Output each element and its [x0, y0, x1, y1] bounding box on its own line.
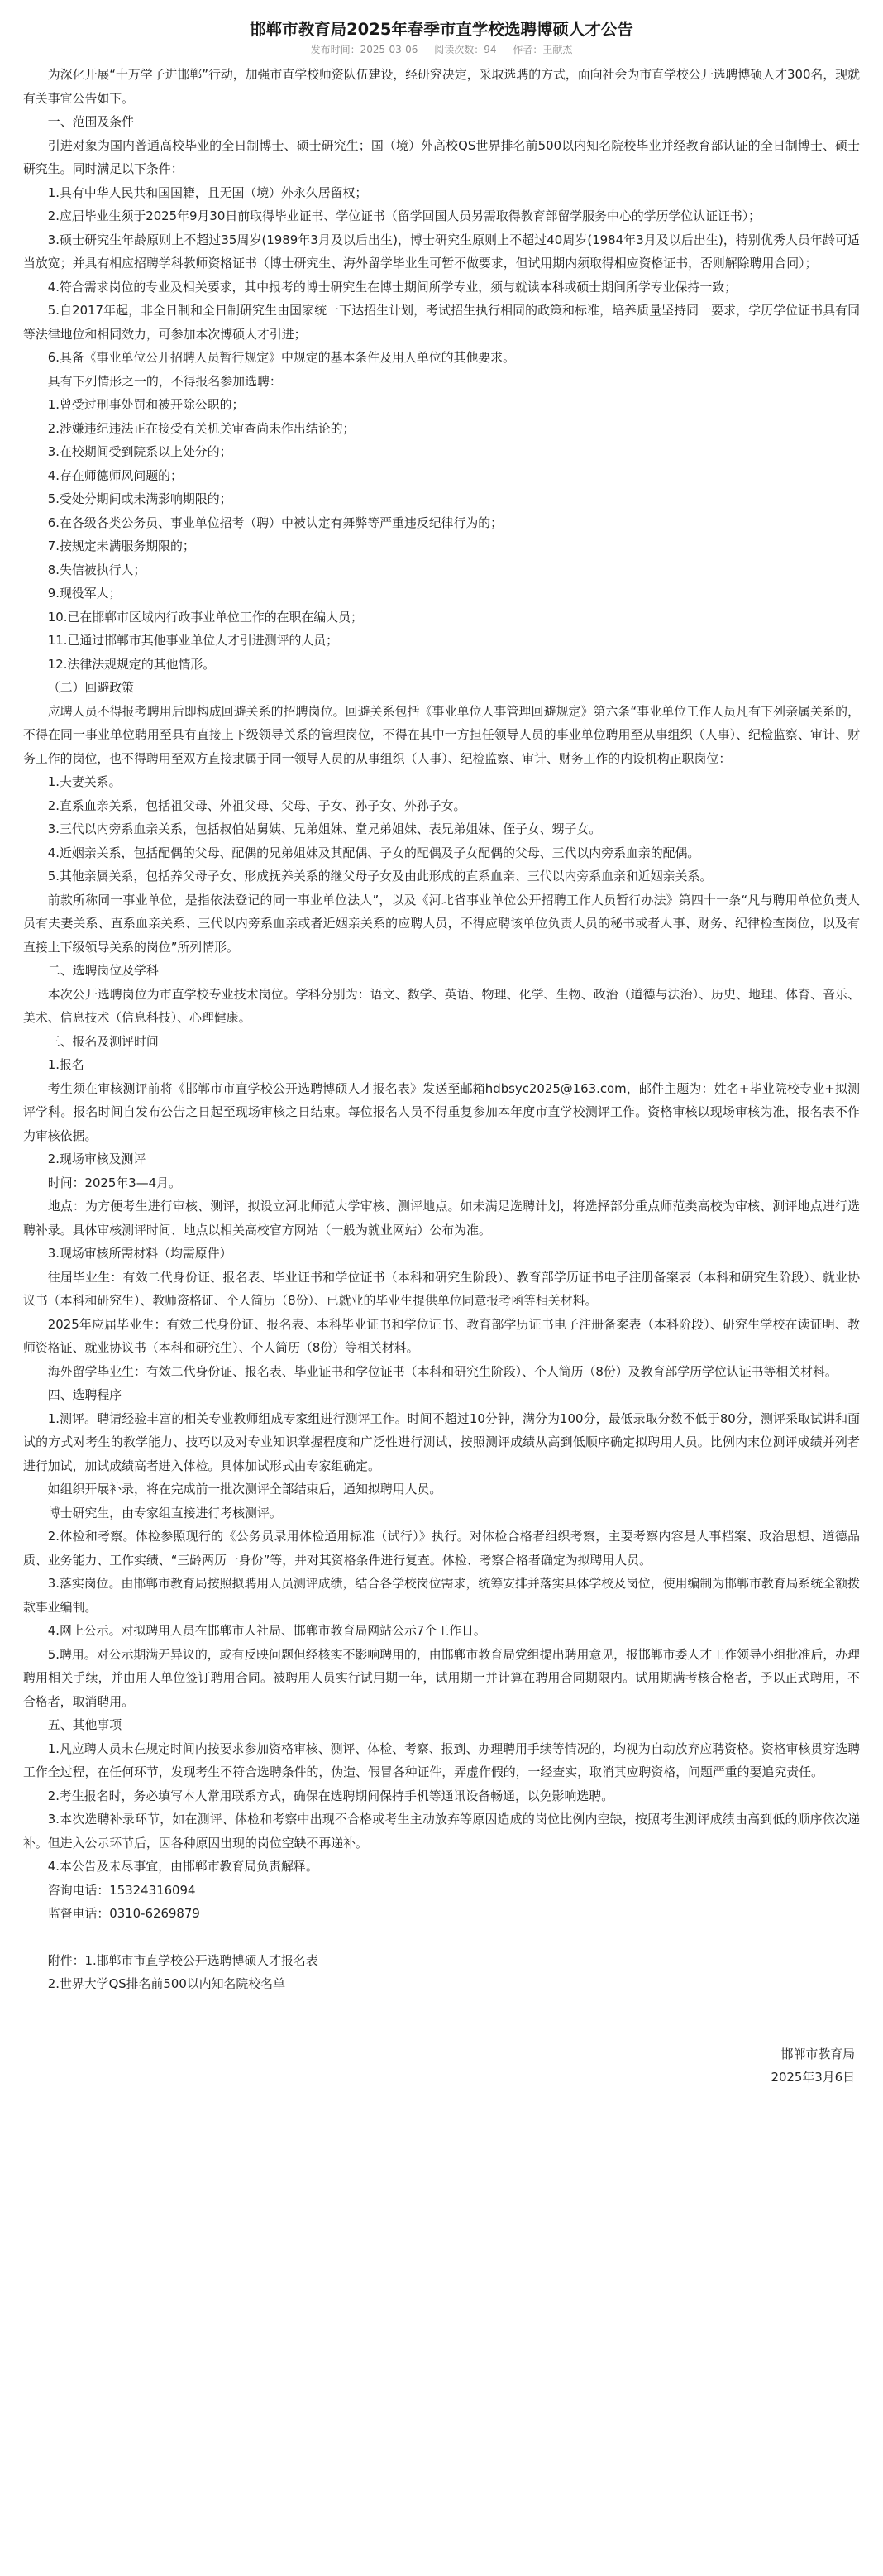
- paragraph: 时间：2025年3—4月。: [47, 1175, 181, 1190]
- paragraph: 三、报名及测评时间: [47, 1033, 159, 1049]
- paragraph: 一、范围及条件: [47, 114, 135, 129]
- paragraph: 2025年3月6日: [771, 2070, 855, 2085]
- paragraph: 引进对象为国内普通高校毕业的全日制博士、硕士研究生；国（境）外高校QS世界排名前500以内知名院校毕业并经教育部认证的全日制博士、硕士研究生。同时满足以下条件：: [23, 137, 860, 176]
- paragraph: 往届毕业生：有效二代身份证、报名表、毕业证书和学位证书（本科和研究生阶段）、教育部学历证书电子注册备案表（本科和研究生阶段）、就业协议书（本科和研究生）、教师资格证、个人简历（8份）、已就业的毕业生提供单位同意报考函等相关材料。: [23, 1269, 860, 1308]
- paragraph: 应聘人员不得报考聘用后即构成回避关系的招聘岗位。回避关系包括《事业单位人事管理回避规定》第六条“事业单位工作人员凡有下列亲属关系的，不得在同一事业单位聘用至具有直接上下级领导关系的管理岗位，不得在其中一方担任领导人员的事业单位聘用至从事组织（人事）、纪检监察、审计、财务工作的岗位，也不得聘用至双方直接隶属于同一领导人员的从事组织（人事）、纪检监察、审计、财务工作的内设机构正职岗位：: [23, 703, 860, 766]
- paragraph: 海外留学毕业生：有效二代身份证、报名表、毕业证书和学位证书（本科和研究生阶段）、个人简历（8份）及教育部学历学位认证书等相关材料。: [47, 1363, 838, 1379]
- paragraph: 12.法律法规规定的其他情形。: [47, 656, 216, 672]
- paragraph: 1.具有中华人民共和国国籍，且无国（境）外永久居留权；: [47, 184, 368, 200]
- paragraph: 考生须在审核测评前将《邯郸市市直学校公开选聘博硕人才报名表》发送至邮箱hdbsyc2025@163.com，邮件主题为：姓名+毕业院校专业+拟测评学科。报名时间自发布公告之日起至现场审核之日结束。每位报名人员不得重复参加本年度市直学校测评工作。资格审核以现场审核为准，报名表不作为审核依据。: [23, 1080, 860, 1143]
- publish-date: 2025-03-06: [360, 44, 418, 55]
- views-info: [434, 44, 496, 55]
- paragraph: 4.存在师德师风问题的；: [47, 467, 183, 483]
- paragraph: 5.其他亲属关系，包括养父母子女、形成抚养关系的继父母子女及由此形成的直系血亲、三代以内旁系血亲和近姻亲关系。: [47, 869, 713, 883]
- paragraph: 咨询电话：15324316094: [47, 1882, 196, 1898]
- paragraph: 7.按规定未满服务期限的；: [47, 539, 195, 553]
- paragraph: 3.现场审核所需材料（均需原件）: [47, 1246, 232, 1261]
- publish-info: [311, 44, 418, 55]
- paragraph: 1.报名: [47, 1057, 84, 1072]
- paragraph: 3.在校期间受到院系以上处分的；: [47, 444, 232, 459]
- paragraph: 2.体检和考察。体检参照现行的《公务员录用体检通用标准（试行）》执行。对体检合格者组织考察，主要考察内容是人事档案、政治思想、道德品质、业务能力、工作实绩、“三龄两历一身份”等，并对其资格条件进行复查。体检、考察合格者确定为拟聘用人员。: [23, 1529, 860, 1568]
- paragraph: 附件：1.邯郸市市直学校公开选聘博硕人才报名表: [47, 1952, 318, 1968]
- paragraph: 4.本公告及未尽事宜，由邯郸市教育局负责解释。: [47, 1859, 318, 1874]
- paragraph: 3.本次选聘补录环节，如在测评、体检和考察中出现不合格或考生主动放弃等原因造成的岗位比例内空缺，按照考生测评成绩由高到低的顺序依次递补。但进入公示环节后，因各种原因出现的岗位空缺不再递补。: [23, 1812, 860, 1851]
- author-info: [513, 44, 572, 55]
- paragraph: 5.受处分期间或未满影响期限的；: [47, 491, 232, 506]
- paragraph: 5.自2017年起，非全日制和全日制研究生由国家统一下达招生计划，考试招生执行相同的政策和标准，培养质量坚持同一要求，学历学位证书具有同等法律地位和相同效力，可参加本次博硕人才引进；: [23, 303, 860, 342]
- views-count: 94: [484, 44, 497, 55]
- paragraph: 2.涉嫌违纪违法正在接受有关机关审查尚未作出结论的；: [47, 420, 356, 436]
- paragraph: 邯郸市教育局: [780, 2046, 855, 2061]
- paragraph: 博士研究生，由专家组直接进行考核测评。: [47, 1505, 282, 1520]
- paragraph: 本次公开选聘岗位为市直学校专业技术岗位。学科分别为：语文、数学、英语、物理、化学、生物、政治（道德与法治）、历史、地理、体育、音乐、美术、信息技术（信息科技）、心理健康。: [23, 986, 860, 1025]
- spacer: [23, 1926, 860, 1949]
- paragraph: 1.夫妻关系。: [47, 774, 122, 789]
- paragraph: 9.现役军人；: [47, 586, 122, 601]
- paragraph: 10.已在邯郸市区域内行政事业单位工作的在职在编人员；: [47, 609, 363, 625]
- paragraph: 监督电话：0310-6269879: [47, 1906, 200, 1921]
- paragraph: 2025年应届毕业生：有效二代身份证、报名表、本科毕业证书和学位证书、教育部学历证书电子注册备案表（本科阶段）、研究生学校在读证明、教师资格证、就业协议书（本科和研究生）、个人简历（8份）等相关材料。: [23, 1316, 860, 1355]
- views-label: 阅读次数：: [434, 44, 484, 55]
- paragraph: 如组织开展补录，将在完成前一批次测评全部结束后，通知拟聘用人员。: [47, 1482, 442, 1496]
- author-label: 作者：: [513, 44, 543, 55]
- paragraph: 2.应届毕业生须于2025年9月30日前取得毕业证书、学位证书（留学回国人员另需取得教育部留学服务中心的学历学位认证证书）；: [47, 208, 761, 223]
- paragraph: 1.凡应聘人员未在规定时间内按要求参加资格审核、测评、体检、考察、报到、办理聘用手续等情况的，均视为自动放弃应聘资格。资格审核贯穿选聘工作全过程，在任何环节，发现考生不符合选聘条件的，伪造、假冒各种证件，弄虚作假的，一经查实，取消其应聘资格，问题严重的要追究责任。: [23, 1740, 860, 1779]
- paragraph: 2.考生报名时，务必填写本人常用联系方式，确保在选聘期间保持手机等通讯设备畅通，以免影响选聘。: [47, 1788, 614, 1803]
- paragraph: 5.聘用。对公示期满无异议的，或有反映问题但经核实不影响聘用的，由邯郸市教育局党组提出聘用意见，报邯郸市委人才工作领导小组批准后，办理聘用相关手续，并由用人单位签订聘用合同。被聘用人员实行试用期一年，试用期一并计算在聘用合同期限内。试用期满考核合格者，予以正式聘用，不合格者，取消聘用。: [23, 1646, 860, 1709]
- paragraph: 1.曾受过刑事处罚和被开除公职的；: [47, 397, 245, 412]
- spacer: [23, 2019, 860, 2042]
- paragraph: 2.现场审核及测评: [47, 1152, 146, 1166]
- article-body: [23, 63, 860, 2090]
- publish-label: 发布时间：: [310, 44, 360, 55]
- paragraph: 具有下列情形之一的，不得报名参加选聘：: [47, 373, 282, 389]
- paragraph: 6.在各级各类公务员、事业单位招考（聘）中被认定有舞弊等严重违反纪律行为的；: [47, 515, 504, 530]
- paragraph: 1.测评。聘请经验丰富的相关专业教师组成专家组进行测评工作。时间不超过10分钟，满分为100分，最低录取分数不低于80分，测评采取试讲和面试的方式对考生的教学能力、技巧以及对专业知识掌握程度和广泛性进行测试，按照测评成绩从高到低顺序确定拟聘用人员。比例内末位测评成绩并列者进行加试，加试成绩高者进入体检。具体加试形式由专家组确定。: [23, 1410, 860, 1473]
- paragraph: 4.近姻亲关系，包括配偶的父母、配偶的兄弟姐妹及其配偶、子女的配偶及子女配偶的父母、三代以内旁系血亲的配偶。: [47, 845, 700, 860]
- paragraph: 前款所称同一事业单位，是指依法登记的同一事业单位法人”，以及《河北省事业单位公开招聘工作人员暂行办法》第四十一条“凡与聘用单位负责人员有夫妻关系、直系血亲关系、三代以内旁系血亲或者近姻亲关系的应聘人员，不得应聘该单位负责人员的秘书或者人事、财务、纪律检查岗位，以及有直接上下级领导关系的岗位”所列情形。: [23, 892, 860, 955]
- paragraph: 五、其他事项: [47, 1717, 122, 1732]
- paragraph: 4.符合需求岗位的专业及相关要求，其中报考的博士研究生在博士期间所学专业，须与就读本科或硕士期间所学专业保持一致；: [47, 279, 737, 294]
- paragraph: 2.世界大学QS排名前500以内知名院校名单: [47, 1976, 285, 1991]
- paragraph: 四、选聘程序: [47, 1387, 122, 1402]
- paragraph: 二、选聘岗位及学科: [47, 963, 159, 978]
- paragraph: 地点：为方便考生进行审核、测评，拟设立河北师范大学审核、测评地点。如未满足选聘计划，将选择部分重点师范类高校为审核、测评地点进行选聘补录。具体审核测评时间、地点以相关高校官方网站（一般为就业网站）公布为准。: [23, 1199, 860, 1238]
- spacer: [23, 1996, 860, 2019]
- paragraph: 2.直系血亲关系，包括祖父母、外祖父母、父母、子女、孙子女、外孙子女。: [47, 797, 466, 813]
- author-name: 王献杰: [542, 44, 573, 55]
- paragraph: 3.三代以内旁系血亲关系，包括叔伯姑舅姨、兄弟姐妹、堂兄弟姐妹、表兄弟姐妹、侄子女、甥子女。: [47, 821, 602, 836]
- paragraph: 8.失信被执行人；: [47, 562, 146, 577]
- paragraph: 11.已通过邯郸市其他事业单位人才引进测评的人员；: [47, 633, 339, 648]
- paragraph: 为深化开展“十万学子进邯郸”行动，加强市直学校师资队伍建设，经研究决定，采取选聘的方式，面向社会为市直学校公开选聘博硕人才300名，现就有关事宜公告如下。: [23, 67, 860, 106]
- page-title: 邯郸市教育局2025年春季市直学校选聘博硕人才公告: [250, 20, 633, 39]
- paragraph: 4.网上公示。对拟聘用人员在邯郸市人社局、邯郸市教育局网站公示7个工作日。: [47, 1623, 486, 1638]
- paragraph: 3.落实岗位。由邯郸市教育局按照拟聘用人员测评成绩，结合各学校岗位需求，统筹安排并落实具体学校及岗位，使用编制为邯郸市教育局系统全额拨款事业编制。: [23, 1576, 860, 1615]
- paragraph: （二）回避政策: [47, 680, 135, 695]
- article-meta: [23, 41, 860, 58]
- paragraph: 6.具备《事业单位公开招聘人员暂行规定》中规定的基本条件及用人单位的其他要求。: [47, 350, 515, 365]
- paragraph: 3.硕士研究生年龄原则上不超过35周岁(1989年3月及以后出生)，博士研究生原则上不超过40周岁(1984年3月及以后出生)，特别优秀人员年龄可适当放宽；并具有相应招聘学科教师资格证书（博士研究生、海外留学毕业生可暂不做要求，但试用期内须取得相应资格证书，否则解除聘用合同）；: [23, 232, 860, 271]
